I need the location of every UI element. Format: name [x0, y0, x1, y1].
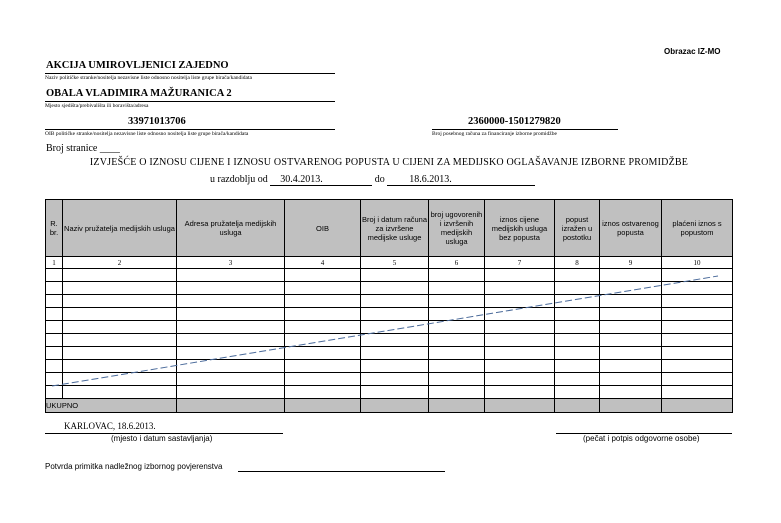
table-cell — [361, 373, 429, 386]
table-cell — [63, 360, 177, 373]
table-cell — [485, 347, 555, 360]
table-cell — [600, 373, 662, 386]
table-row — [46, 282, 733, 295]
table-cell — [662, 334, 733, 347]
table-cell — [63, 269, 177, 282]
total-row — [46, 399, 733, 413]
table-cell — [46, 386, 63, 399]
col-number: 1 — [46, 257, 63, 269]
table-cell — [429, 347, 485, 360]
col-number: 5 — [361, 257, 429, 269]
table-cell — [63, 308, 177, 321]
table-cell — [285, 269, 361, 282]
table-cell — [600, 295, 662, 308]
party-address-line — [45, 101, 335, 102]
table-cell — [555, 295, 600, 308]
party-oib: 33971013706 — [128, 116, 186, 127]
table-cell — [285, 386, 361, 399]
table-cell — [361, 321, 429, 334]
table-cell — [46, 308, 63, 321]
column-number-row — [46, 257, 733, 269]
table-cell — [485, 373, 555, 386]
table-cell — [485, 334, 555, 347]
table-header-row — [46, 200, 733, 257]
report-title: IZVJEŠĆE O IZNOSU CIJENE I IZNOSU OSTVARENOG POPUSTA U CIJENI ZA MEDIJSKO OGLAŠAVANJE IZBORNE PROMIDŽBE — [89, 157, 689, 168]
table-cell — [361, 347, 429, 360]
table-cell — [361, 295, 429, 308]
table-cell — [555, 360, 600, 373]
party-address: OBALA VLADIMIRA MAŽURANICA 2 — [46, 88, 232, 99]
table-cell — [361, 360, 429, 373]
table-cell — [662, 373, 733, 386]
table-cell — [46, 360, 63, 373]
table-cell — [46, 282, 63, 295]
table-cell — [555, 334, 600, 347]
col-header-4: OIB — [285, 200, 361, 257]
confirmation-line — [238, 471, 445, 472]
table-cell — [485, 321, 555, 334]
table-cell — [429, 295, 485, 308]
period-from: 30.4.2013. — [270, 174, 372, 186]
table-cell — [429, 373, 485, 386]
table-cell — [555, 321, 600, 334]
table-cell — [429, 334, 485, 347]
table-row — [46, 321, 733, 334]
confirmation-label: Potvrda primitka nadležnog izbornog povjerenstva — [45, 462, 223, 471]
place-date-caption: (mjesto i datum sastavljanja) — [111, 434, 213, 443]
table-cell — [285, 373, 361, 386]
table-cell — [662, 347, 733, 360]
table-cell — [177, 321, 285, 334]
stamp-caption: (pečat i potpis odgovorne osobe) — [583, 434, 700, 443]
table-cell — [285, 347, 361, 360]
table-cell — [285, 282, 361, 295]
table-cell — [361, 308, 429, 321]
col-number: 2 — [63, 257, 177, 269]
table-row — [46, 347, 733, 360]
table-cell — [662, 399, 733, 413]
table-cell — [600, 386, 662, 399]
table-cell — [600, 360, 662, 373]
table-cell — [285, 399, 361, 413]
party-address-caption: Mjesto sjedišta/prebivališta ili boravišta/adresa — [45, 103, 149, 109]
table-cell — [485, 295, 555, 308]
table-cell — [555, 373, 600, 386]
table-row — [46, 386, 733, 399]
party-oib-caption: OIB političke stranke/nositelja nezavisne liste odnosno nositelja liste grupe birača/kandidata — [45, 131, 249, 137]
table-cell — [177, 360, 285, 373]
table-cell — [429, 360, 485, 373]
table-cell — [600, 282, 662, 295]
table-cell — [63, 386, 177, 399]
table-cell — [600, 269, 662, 282]
table-cell — [600, 347, 662, 360]
table-cell — [429, 399, 485, 413]
table-cell — [177, 399, 285, 413]
table-cell — [485, 308, 555, 321]
party-name-line — [45, 73, 335, 74]
table-row — [46, 269, 733, 282]
table-cell — [46, 321, 63, 334]
table-row — [46, 373, 733, 386]
table-cell — [555, 282, 600, 295]
table-cell — [662, 295, 733, 308]
place-date: KARLOVAC, 18.6.2013. — [64, 421, 156, 431]
table-cell — [63, 321, 177, 334]
party-oib-line — [45, 129, 335, 130]
table-cell — [361, 334, 429, 347]
table-cell — [485, 269, 555, 282]
col-header-5: Broj i datum računa za izvršene medijske usluge — [361, 200, 429, 257]
col-number: 10 — [662, 257, 733, 269]
total-label: UKUPNO — [46, 399, 177, 413]
col-number: 4 — [285, 257, 361, 269]
table-cell — [46, 334, 63, 347]
page-number-label: Broj stranice ____ — [46, 143, 120, 154]
table-row — [46, 295, 733, 308]
table-cell — [361, 269, 429, 282]
table-cell — [177, 386, 285, 399]
table-cell — [63, 373, 177, 386]
table-cell — [361, 282, 429, 295]
table-cell — [63, 347, 177, 360]
table-cell — [600, 321, 662, 334]
col-number: 9 — [600, 257, 662, 269]
period-to-label: do — [374, 174, 385, 185]
table-cell — [177, 282, 285, 295]
table-cell — [485, 386, 555, 399]
table-cell — [63, 295, 177, 308]
table-cell — [662, 321, 733, 334]
period-to: 18.6.2013. — [387, 174, 535, 186]
table-cell — [285, 321, 361, 334]
table-cell — [429, 269, 485, 282]
table-row — [46, 360, 733, 373]
table-cell — [555, 347, 600, 360]
table-cell — [429, 386, 485, 399]
report-table — [45, 199, 733, 413]
col-header-1: R. br. — [46, 200, 63, 257]
table-row — [46, 334, 733, 347]
table-cell — [63, 334, 177, 347]
table-cell — [555, 269, 600, 282]
table-cell — [177, 373, 285, 386]
col-header-8: popust izražen u postotku — [555, 200, 600, 257]
col-header-2: Naziv pružatelja medijskih usluga — [63, 200, 177, 257]
table-cell — [46, 373, 63, 386]
table-cell — [177, 347, 285, 360]
table-cell — [600, 399, 662, 413]
table-cell — [600, 308, 662, 321]
table-cell — [555, 399, 600, 413]
account-number-caption: Broj posebnog računa za financiranje izborne promidžbe — [432, 131, 557, 137]
table-cell — [662, 360, 733, 373]
table-cell — [177, 308, 285, 321]
col-header-10: plaćeni iznos s popustom — [662, 200, 733, 257]
account-number-line — [432, 129, 618, 130]
table-cell — [177, 295, 285, 308]
table-cell — [46, 269, 63, 282]
report-period — [210, 174, 535, 186]
table-cell — [46, 347, 63, 360]
form-code: Obrazac IZ-MO — [664, 47, 721, 56]
table-cell — [429, 321, 485, 334]
table-cell — [555, 308, 600, 321]
table-cell — [177, 269, 285, 282]
party-name-caption: Naziv političke stranke/nositelja nezavisne liste odnosno nositelja liste grupe birača/kandidata — [45, 75, 252, 81]
col-header-7: iznos cijene medijskih usluga bez popusta — [485, 200, 555, 257]
table-cell — [662, 282, 733, 295]
party-name: AKCIJA UMIROVLJENICI ZAJEDNO — [46, 60, 229, 71]
table-cell — [429, 282, 485, 295]
col-header-6: broj ugovorenih i izvršenih medijskih usluga — [429, 200, 485, 257]
col-header-9: iznos ostvarenog popusta — [600, 200, 662, 257]
table-cell — [600, 334, 662, 347]
table-cell — [361, 399, 429, 413]
table-cell — [485, 399, 555, 413]
col-number: 6 — [429, 257, 485, 269]
table-cell — [429, 308, 485, 321]
table-cell — [46, 295, 63, 308]
account-number: 2360000-1501279820 — [468, 116, 561, 127]
table-cell — [285, 334, 361, 347]
col-header-3: Adresa pružatelja medijskih usluga — [177, 200, 285, 257]
table-cell — [662, 386, 733, 399]
col-number: 8 — [555, 257, 600, 269]
table-row — [46, 308, 733, 321]
table-cell — [662, 308, 733, 321]
table-cell — [485, 360, 555, 373]
period-prefix: u razdoblju od — [210, 174, 268, 185]
table-cell — [63, 282, 177, 295]
table-cell — [662, 269, 733, 282]
col-number: 7 — [485, 257, 555, 269]
table-cell — [285, 360, 361, 373]
table-cell — [555, 386, 600, 399]
table-cell — [285, 295, 361, 308]
table-cell — [177, 334, 285, 347]
table-cell — [361, 386, 429, 399]
col-number: 3 — [177, 257, 285, 269]
table-cell — [285, 308, 361, 321]
table-cell — [485, 282, 555, 295]
